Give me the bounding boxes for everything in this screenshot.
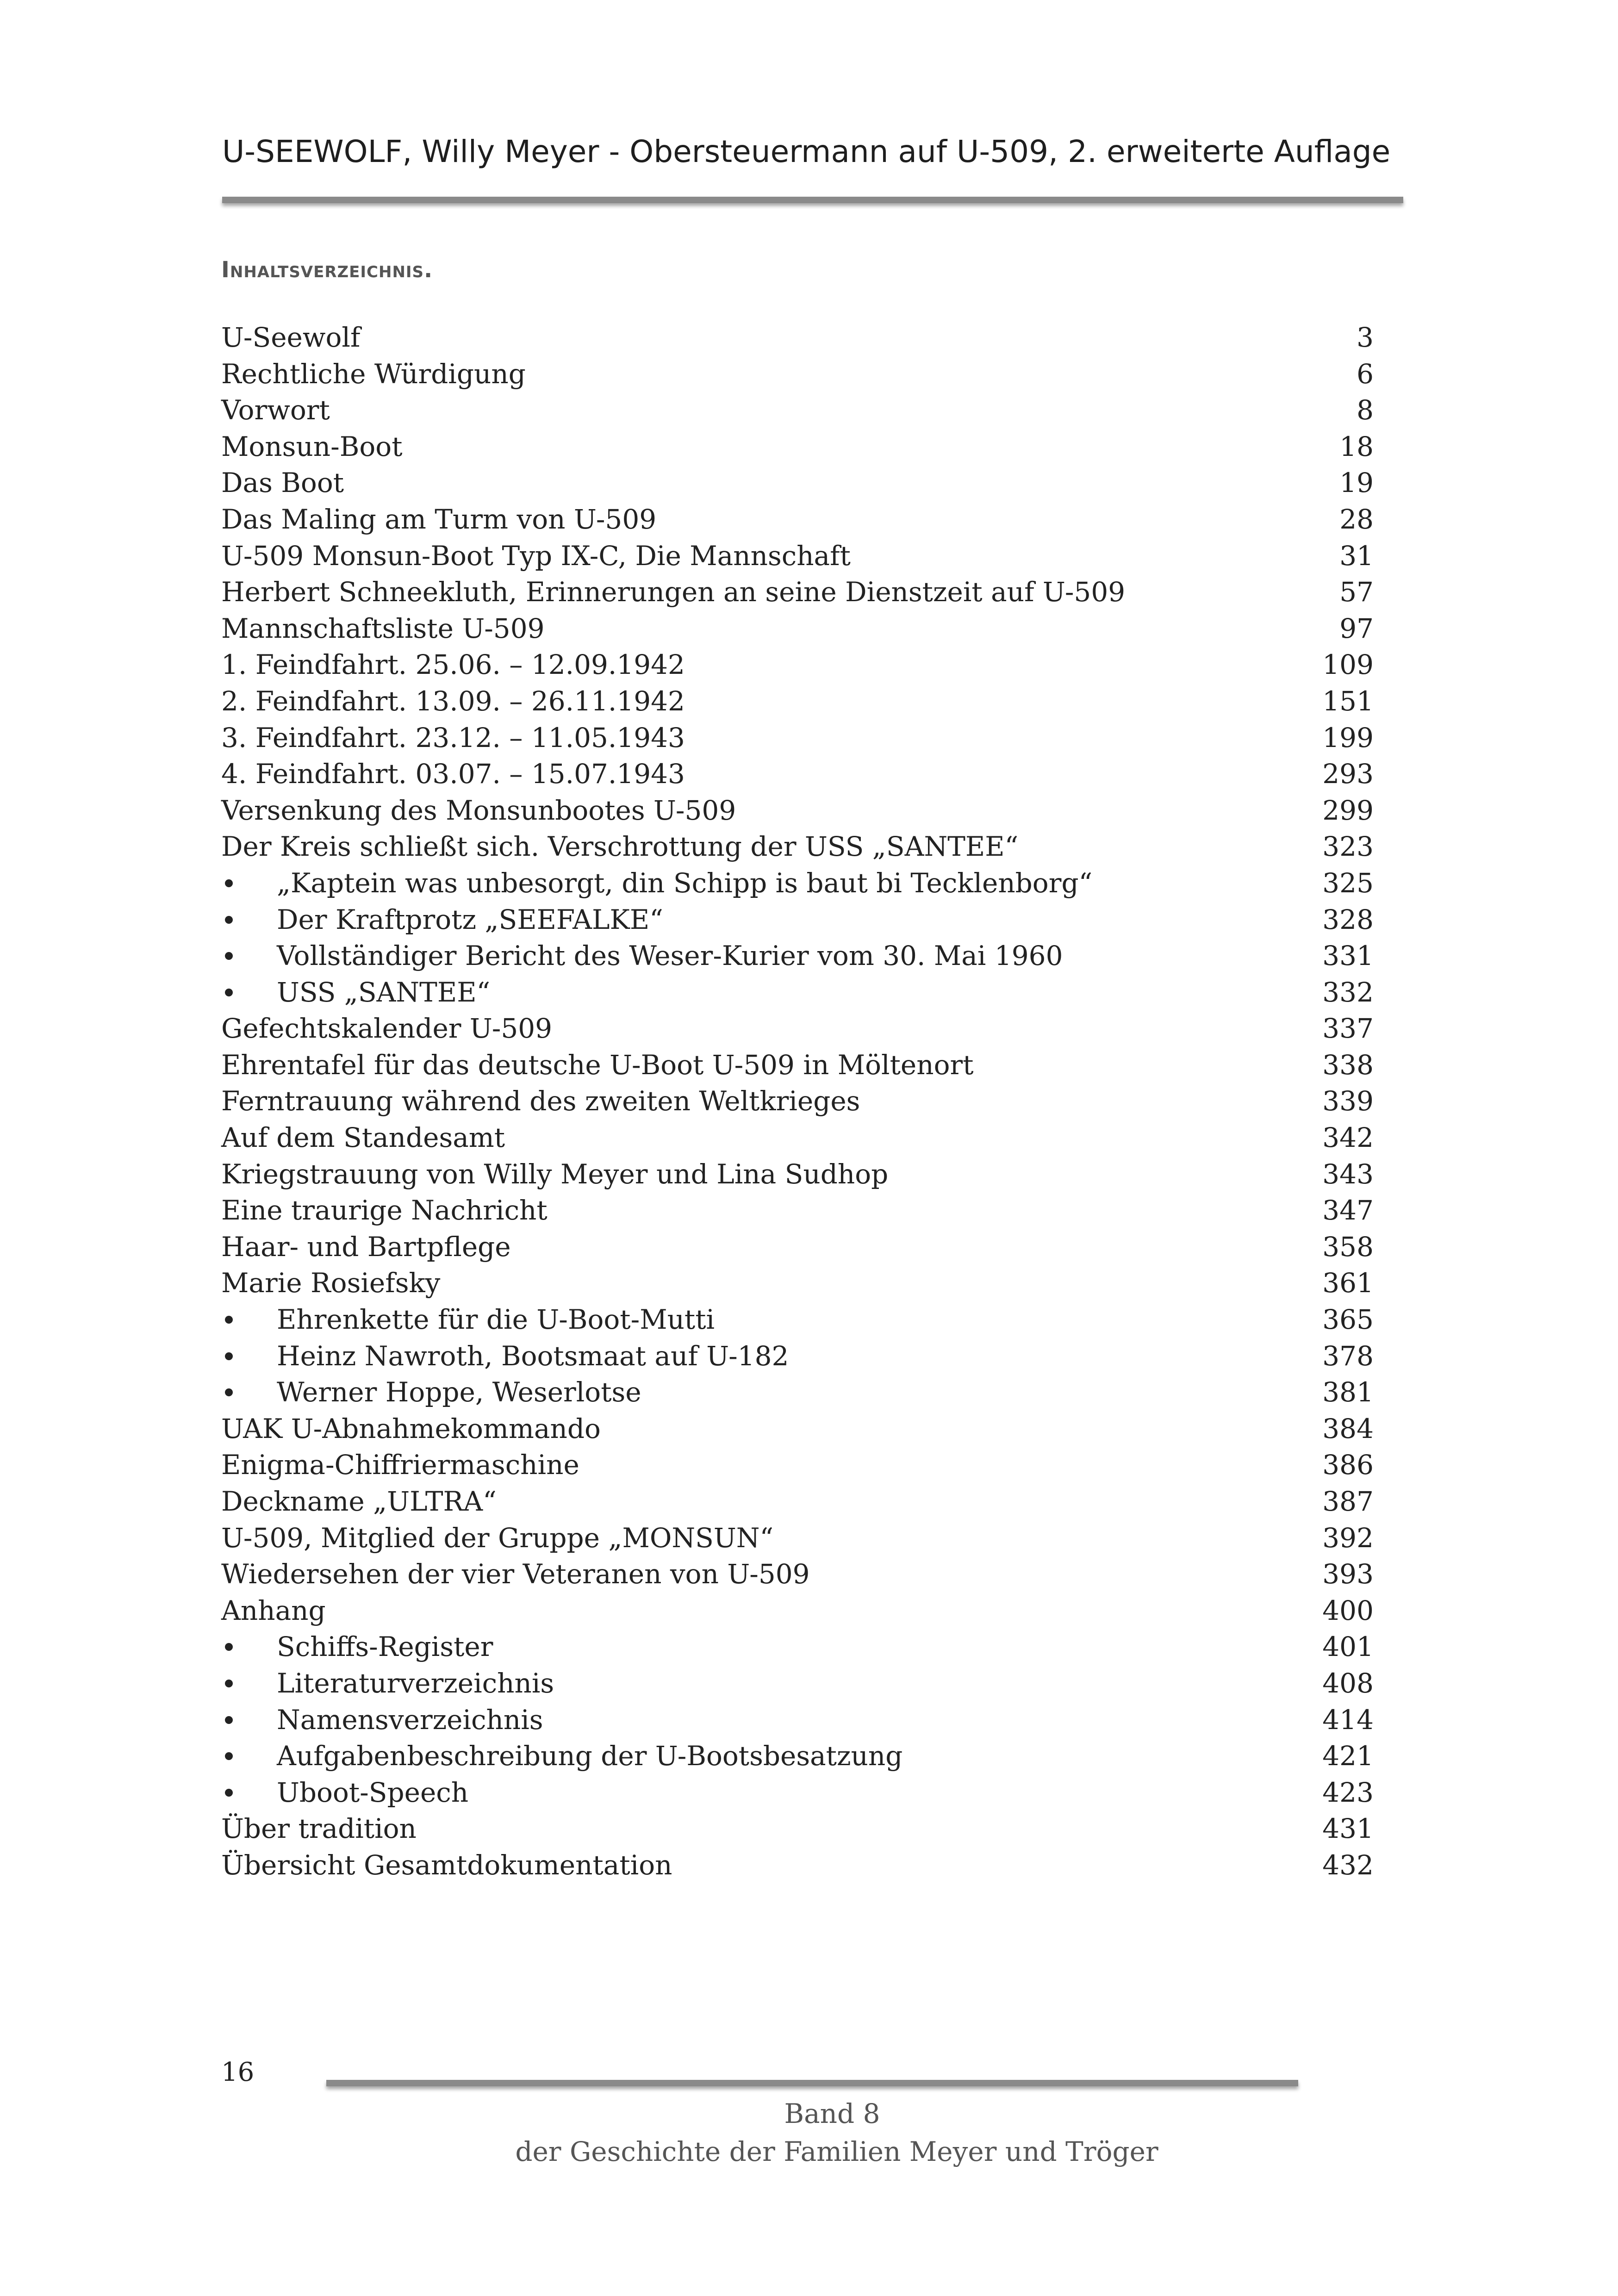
toc-entry-title: Vollständiger Bericht des Weser-Kurier vom 30. Mai 1960 [277,940,1063,972]
toc-entry-page: 3 [1357,322,1374,353]
toc-subentry [221,938,1374,974]
toc-entry-page: 337 [1322,1013,1374,1045]
toc-entry-title: 4. Feindfahrt. 03.07. – 15.07.1943 [221,758,685,790]
toc-entry-title: Auf dem Standesamt [221,1122,505,1154]
toc-entry-title: Literaturverzeichnis [277,1667,554,1699]
toc-entry [221,1411,1374,1447]
toc-entry [221,1265,1374,1301]
toc-entry-page: 332 [1322,976,1374,1008]
toc-entry-title: Monsun-Boot [221,430,403,462]
toc-subentry [221,1774,1374,1811]
toc-subentry [221,865,1374,902]
toc-entry-title: 1. Feindfahrt. 25.06. – 12.09.1942 [221,649,685,681]
header-rule [222,197,1403,203]
toc-entry [221,1520,1374,1556]
toc-entry-page: 8 [1357,394,1374,426]
toc-entry-page: 431 [1322,1813,1374,1845]
toc-entry-page: 361 [1322,1267,1374,1299]
toc-entry [221,319,1374,356]
toc-entry-page: 199 [1322,722,1374,753]
toc-entry-page: 19 [1339,467,1374,499]
toc-entry-page: 338 [1322,1049,1374,1081]
toc-entry [221,647,1374,683]
toc-entry-page: 323 [1322,831,1374,863]
toc-entry-title: Versenkung des Monsunbootes U-509 [221,794,736,826]
toc-entry-page: 423 [1322,1776,1374,1808]
toc-entry-page: 293 [1322,758,1374,790]
toc-heading: Inhaltsverzeichnis. [221,257,433,283]
toc-entry [221,1192,1374,1229]
toc-entry [221,683,1374,720]
toc-entry-title: Deckname „ULTRA“ [221,1486,497,1517]
toc-entry [221,501,1374,538]
toc-entry-title: Ehrenkette für die U-Boot-Mutti [277,1304,715,1336]
toc-entry-page: 57 [1339,576,1374,608]
table-of-contents [221,319,1374,1884]
toc-entry-title: Kriegstrauung von Willy Meyer und Lina Sudhop [221,1158,889,1190]
toc-entry-title: „Kaptein was unbesorgt, din Schipp is baut bi Tecklenborg“ [277,867,1093,899]
toc-entry-title: Das Maling am Turm von U-509 [221,503,657,535]
toc-subentry [221,1629,1374,1665]
toc-entry-title: Eine traurige Nachricht [221,1195,548,1226]
toc-entry-page: 365 [1322,1304,1374,1336]
toc-entry-title: Wiedersehen der vier Veteranen von U-509 [221,1558,810,1590]
toc-entry-title: Werner Hoppe, Weserlotse [277,1376,641,1408]
toc-entry-page: 421 [1322,1740,1374,1772]
toc-entry-title: USS „SANTEE“ [277,976,491,1008]
toc-subentry [221,1374,1374,1411]
toc-entry-page: 432 [1322,1849,1374,1881]
toc-entry [221,1483,1374,1520]
toc-entry [221,1229,1374,1265]
toc-entry-title: 3. Feindfahrt. 23.12. – 11.05.1943 [221,722,685,753]
toc-entry-page: 299 [1322,794,1374,826]
toc-entry-page: 347 [1322,1195,1374,1226]
toc-entry-title: Herbert Schneekluth, Erinnerungen an seine Dienstzeit auf U-509 [221,576,1126,608]
toc-entry-title: U-509 Monsun-Boot Typ IX-C, Die Mannschaft [221,540,851,572]
toc-entry-page: 97 [1339,612,1374,644]
toc-subentry [221,902,1374,938]
toc-entry-title: U-509, Mitglied der Gruppe „MONSUN“ [221,1522,774,1554]
toc-entry-title: Aufgabenbeschreibung der U-Bootsbesatzung [277,1740,903,1772]
toc-entry-page: 343 [1322,1158,1374,1190]
toc-entry-title: Marie Rosiefsky [221,1267,441,1299]
toc-entry-page: 331 [1322,940,1374,972]
toc-subentry [221,1702,1374,1738]
toc-entry-title: Schiffs-Register [277,1631,493,1663]
toc-entry-page: 28 [1339,503,1374,535]
toc-subentry [221,974,1374,1011]
toc-entry-page: 384 [1322,1412,1374,1444]
toc-entry-title: Heinz Nawroth, Bootsmaat auf U-182 [277,1340,789,1372]
footer-rule [326,2080,1298,2086]
toc-entry-title: UAK U-Abnahmekommando [221,1412,601,1444]
toc-entry-page: 408 [1322,1667,1374,1699]
toc-entry-title: Anhang [221,1594,326,1626]
toc-entry [221,1556,1374,1593]
toc-entry-title: Namensverzeichnis [277,1704,543,1736]
toc-entry [221,392,1374,429]
toc-entry-page: 386 [1322,1449,1374,1481]
toc-entry-title: 2. Feindfahrt. 13.09. – 26.11.1942 [221,685,685,717]
toc-entry [221,1811,1374,1847]
footer-series-title: der Geschichte der Familien Meyer und Tröger [515,2136,1158,2167]
toc-entry-page: 328 [1322,903,1374,935]
toc-entry-page: 339 [1322,1085,1374,1117]
toc-entry-page: 392 [1322,1522,1374,1554]
page-number: 16 [221,2057,255,2087]
toc-entry [221,1120,1374,1156]
toc-entry [221,1010,1374,1047]
toc-entry [221,356,1374,392]
toc-entry-page: 414 [1322,1704,1374,1736]
toc-entry [221,1156,1374,1193]
toc-entry-page: 151 [1322,685,1374,717]
toc-subentry [221,1665,1374,1702]
toc-entry-title: Übersicht Gesamtdokumentation [221,1849,672,1881]
toc-entry-title: U-Seewolf [221,322,361,353]
toc-entry [221,1083,1374,1120]
toc-entry-page: 325 [1322,867,1374,899]
toc-entry-title: Haar- und Bartpflege [221,1231,511,1263]
toc-entry [221,792,1374,829]
toc-entry-page: 342 [1322,1122,1374,1154]
toc-entry [221,1593,1374,1629]
toc-entry-title: Der Kreis schließt sich. Verschrottung der USS „SANTEE“ [221,831,1019,863]
toc-entry [221,756,1374,792]
footer-volume: Band 8 [784,2098,880,2129]
toc-entry [221,1447,1374,1483]
toc-entry-title: Vorwort [221,394,330,426]
toc-entry-title: Über tradition [221,1813,417,1845]
toc-entry-page: 387 [1322,1486,1374,1517]
toc-subentry [221,1338,1374,1375]
toc-entry-title: Das Boot [221,467,344,499]
toc-entry-page: 401 [1322,1631,1374,1663]
toc-entry-title: Uboot-Speech [277,1776,469,1808]
toc-subentry [221,1301,1374,1338]
toc-entry-page: 31 [1339,540,1374,572]
toc-entry-title: Enigma-Chiffriermaschine [221,1449,579,1481]
toc-entry [221,1047,1374,1083]
toc-entry-title: Mannschaftsliste U-509 [221,612,545,644]
toc-entry-title: Gefechtskalender U-509 [221,1013,553,1045]
toc-subentry [221,1738,1374,1774]
toc-entry-page: 400 [1322,1594,1374,1626]
toc-entry [221,429,1374,465]
toc-entry-page: 358 [1322,1231,1374,1263]
toc-entry [221,1847,1374,1884]
toc-entry-page: 381 [1322,1376,1374,1408]
toc-entry-page: 393 [1322,1558,1374,1590]
toc-entry-title: Der Kraftprotz „SEEFALKE“ [277,903,663,935]
toc-entry-title: Rechtliche Würdigung [221,358,526,390]
toc-entry [221,828,1374,865]
toc-entry-page: 378 [1322,1340,1374,1372]
toc-entry [221,574,1374,610]
toc-entry-page: 18 [1339,430,1374,462]
toc-entry-page: 109 [1322,649,1374,681]
toc-entry [221,465,1374,501]
running-header-title: U-SEEWOLF, Willy Meyer - Obersteuermann auf U-509, 2. erweiterte Auflage [222,134,1391,169]
toc-entry [221,538,1374,574]
toc-entry-page: 6 [1357,358,1374,390]
toc-entry-title: Ferntrauung während des zweiten Weltkrieges [221,1085,860,1117]
toc-entry [221,720,1374,756]
toc-entry [221,610,1374,647]
toc-entry-title: Ehrentafel für das deutsche U-Boot U-509 in Möltenort [221,1049,974,1081]
